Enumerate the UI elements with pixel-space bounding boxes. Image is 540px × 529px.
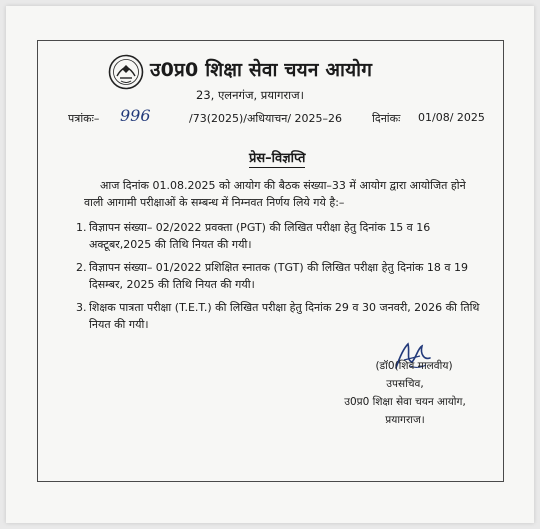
reference-label: पत्रांकः– — [68, 112, 100, 125]
signature-block — [330, 357, 480, 429]
state-emblem-icon — [108, 54, 144, 90]
list-item — [76, 220, 486, 253]
signatory-designation: उपसचिव, — [386, 378, 424, 390]
item-text: विज्ञापन संख्या– 01/2022 प्रशिक्षित स्नातक (TGT) की लिखित परीक्षा हेतु दिनांक 18 व 19 दिसम्बर, 2025 की तिथि नियत की गयी। — [89, 261, 468, 291]
list-item — [76, 260, 486, 293]
item-text: शिक्षक पात्रता परीक्षा (T.E.T.) की लिखित परीक्षा हेतु दिनांक 29 व 30 जनवरी, 2026 की तिथि नियत की गयी। — [89, 301, 480, 331]
signatory-city: प्रयागराज। — [385, 414, 425, 426]
press-release-title: प्रेस–विज्ञप्ति — [249, 148, 305, 168]
item-number: 2. — [76, 261, 87, 274]
date-value: 01/08/ 2025 — [418, 111, 485, 124]
signatory-office: उ0प्र0 शिक्षा सेवा चयन आयोग, — [344, 396, 466, 408]
item-text: विज्ञापन संख्या– 02/2022 प्रवक्ता (PGT) की लिखित परीक्षा हेतु दिनांक 15 व 16 अक्टूबर,2025 की तिथि नियत की गयी। — [89, 221, 431, 251]
reference-number: 996 — [120, 106, 151, 125]
list-item — [76, 300, 486, 333]
item-number: 1. — [76, 221, 87, 234]
signatory-name: (डॉ0(शिव मालवीय) — [375, 360, 453, 372]
decision-list — [76, 220, 486, 340]
intro-paragraph: आज दिनांक 01.08.2025 को आयोग की बैठक संख्या–33 में आयोग द्वारा आयोजित होने वाली आगामी परीक्षाओं के सम्बन्ध में निम्नवत निर्णय लिये गये है:– — [84, 179, 466, 209]
reference-line — [68, 108, 508, 130]
reference-suffix: /73(2025)/अधियाचन/ 2025–26 — [189, 112, 343, 125]
organization-name: उ0प्र0 शिक्षा सेवा चयन आयोग — [150, 59, 373, 81]
item-number: 3. — [76, 301, 87, 314]
organization-address: 23, एलनगंज, प्रयागराज। — [196, 88, 305, 102]
date-label: दिनांकः — [372, 112, 401, 125]
